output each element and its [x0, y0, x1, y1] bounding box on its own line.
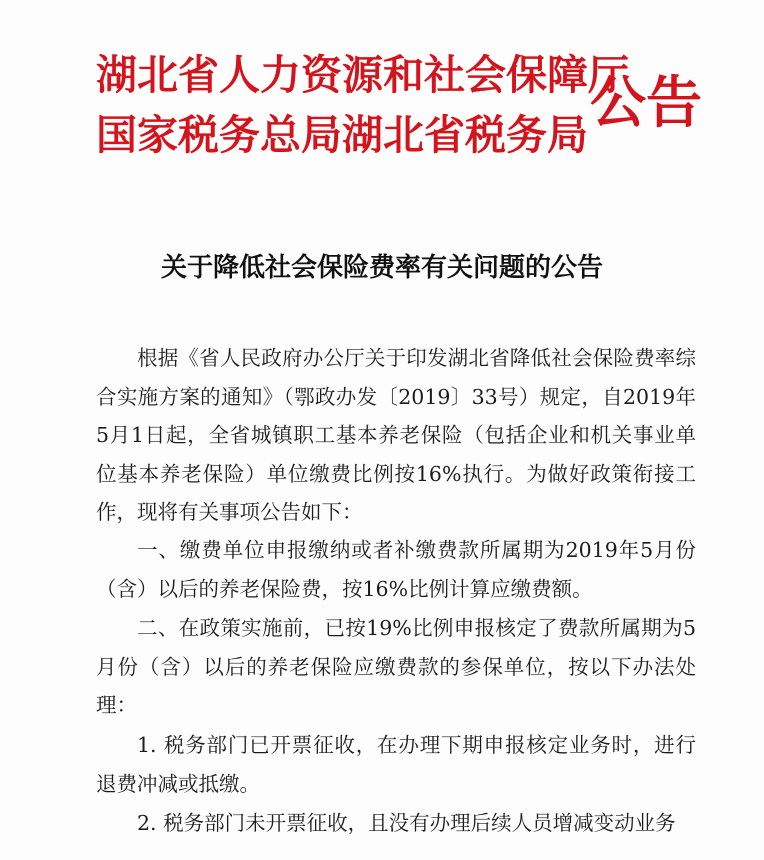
sub-item-2-paragraph: 2. 税务部门未开票征收，且没有办理后续人员增减变动业务	[137, 811, 676, 835]
sub-item-1-paragraph: 1. 税务部门已开票征收，在办理下期申报核定业务时，进行退费冲减或抵缴。	[96, 733, 696, 796]
intro-paragraph: 根据《省人民政府办公厅关于印发湖北省降低社会保险费率综合实施方案的通知》（鄂政办发〔2019〕33号）规定，自2019年5月1日起，全省城镇职工基本养老保险（包括企业和机关事业单位基本养老保险）单位缴费比例按16%执行。为做好政策衔接工作，现将有关事项公告如下：	[96, 346, 696, 524]
document-title: 关于降低社会保险费率有关问题的公告	[160, 253, 603, 283]
item-1-paragraph: 一、缴费单位申报缴纳或者补缴费款所属期为2019年5月份（含）以后的养老保险费，按16%比例计算应缴费额。	[96, 538, 696, 601]
issuing-authority-header	[96, 40, 736, 180]
item-2-paragraph: 二、在政策实施前，已按19%比例申报核定了费款所属期为5月份（含）以后的养老保险应缴费款的参保单位，按以下办法处理：	[96, 616, 696, 717]
authority-name-line-1: 湖北省人力资源和社会保障厅	[96, 51, 629, 99]
announcement-label: 公告	[590, 71, 702, 136]
authority-name-line-2: 国家税务总局湖北省税务局	[96, 111, 588, 159]
